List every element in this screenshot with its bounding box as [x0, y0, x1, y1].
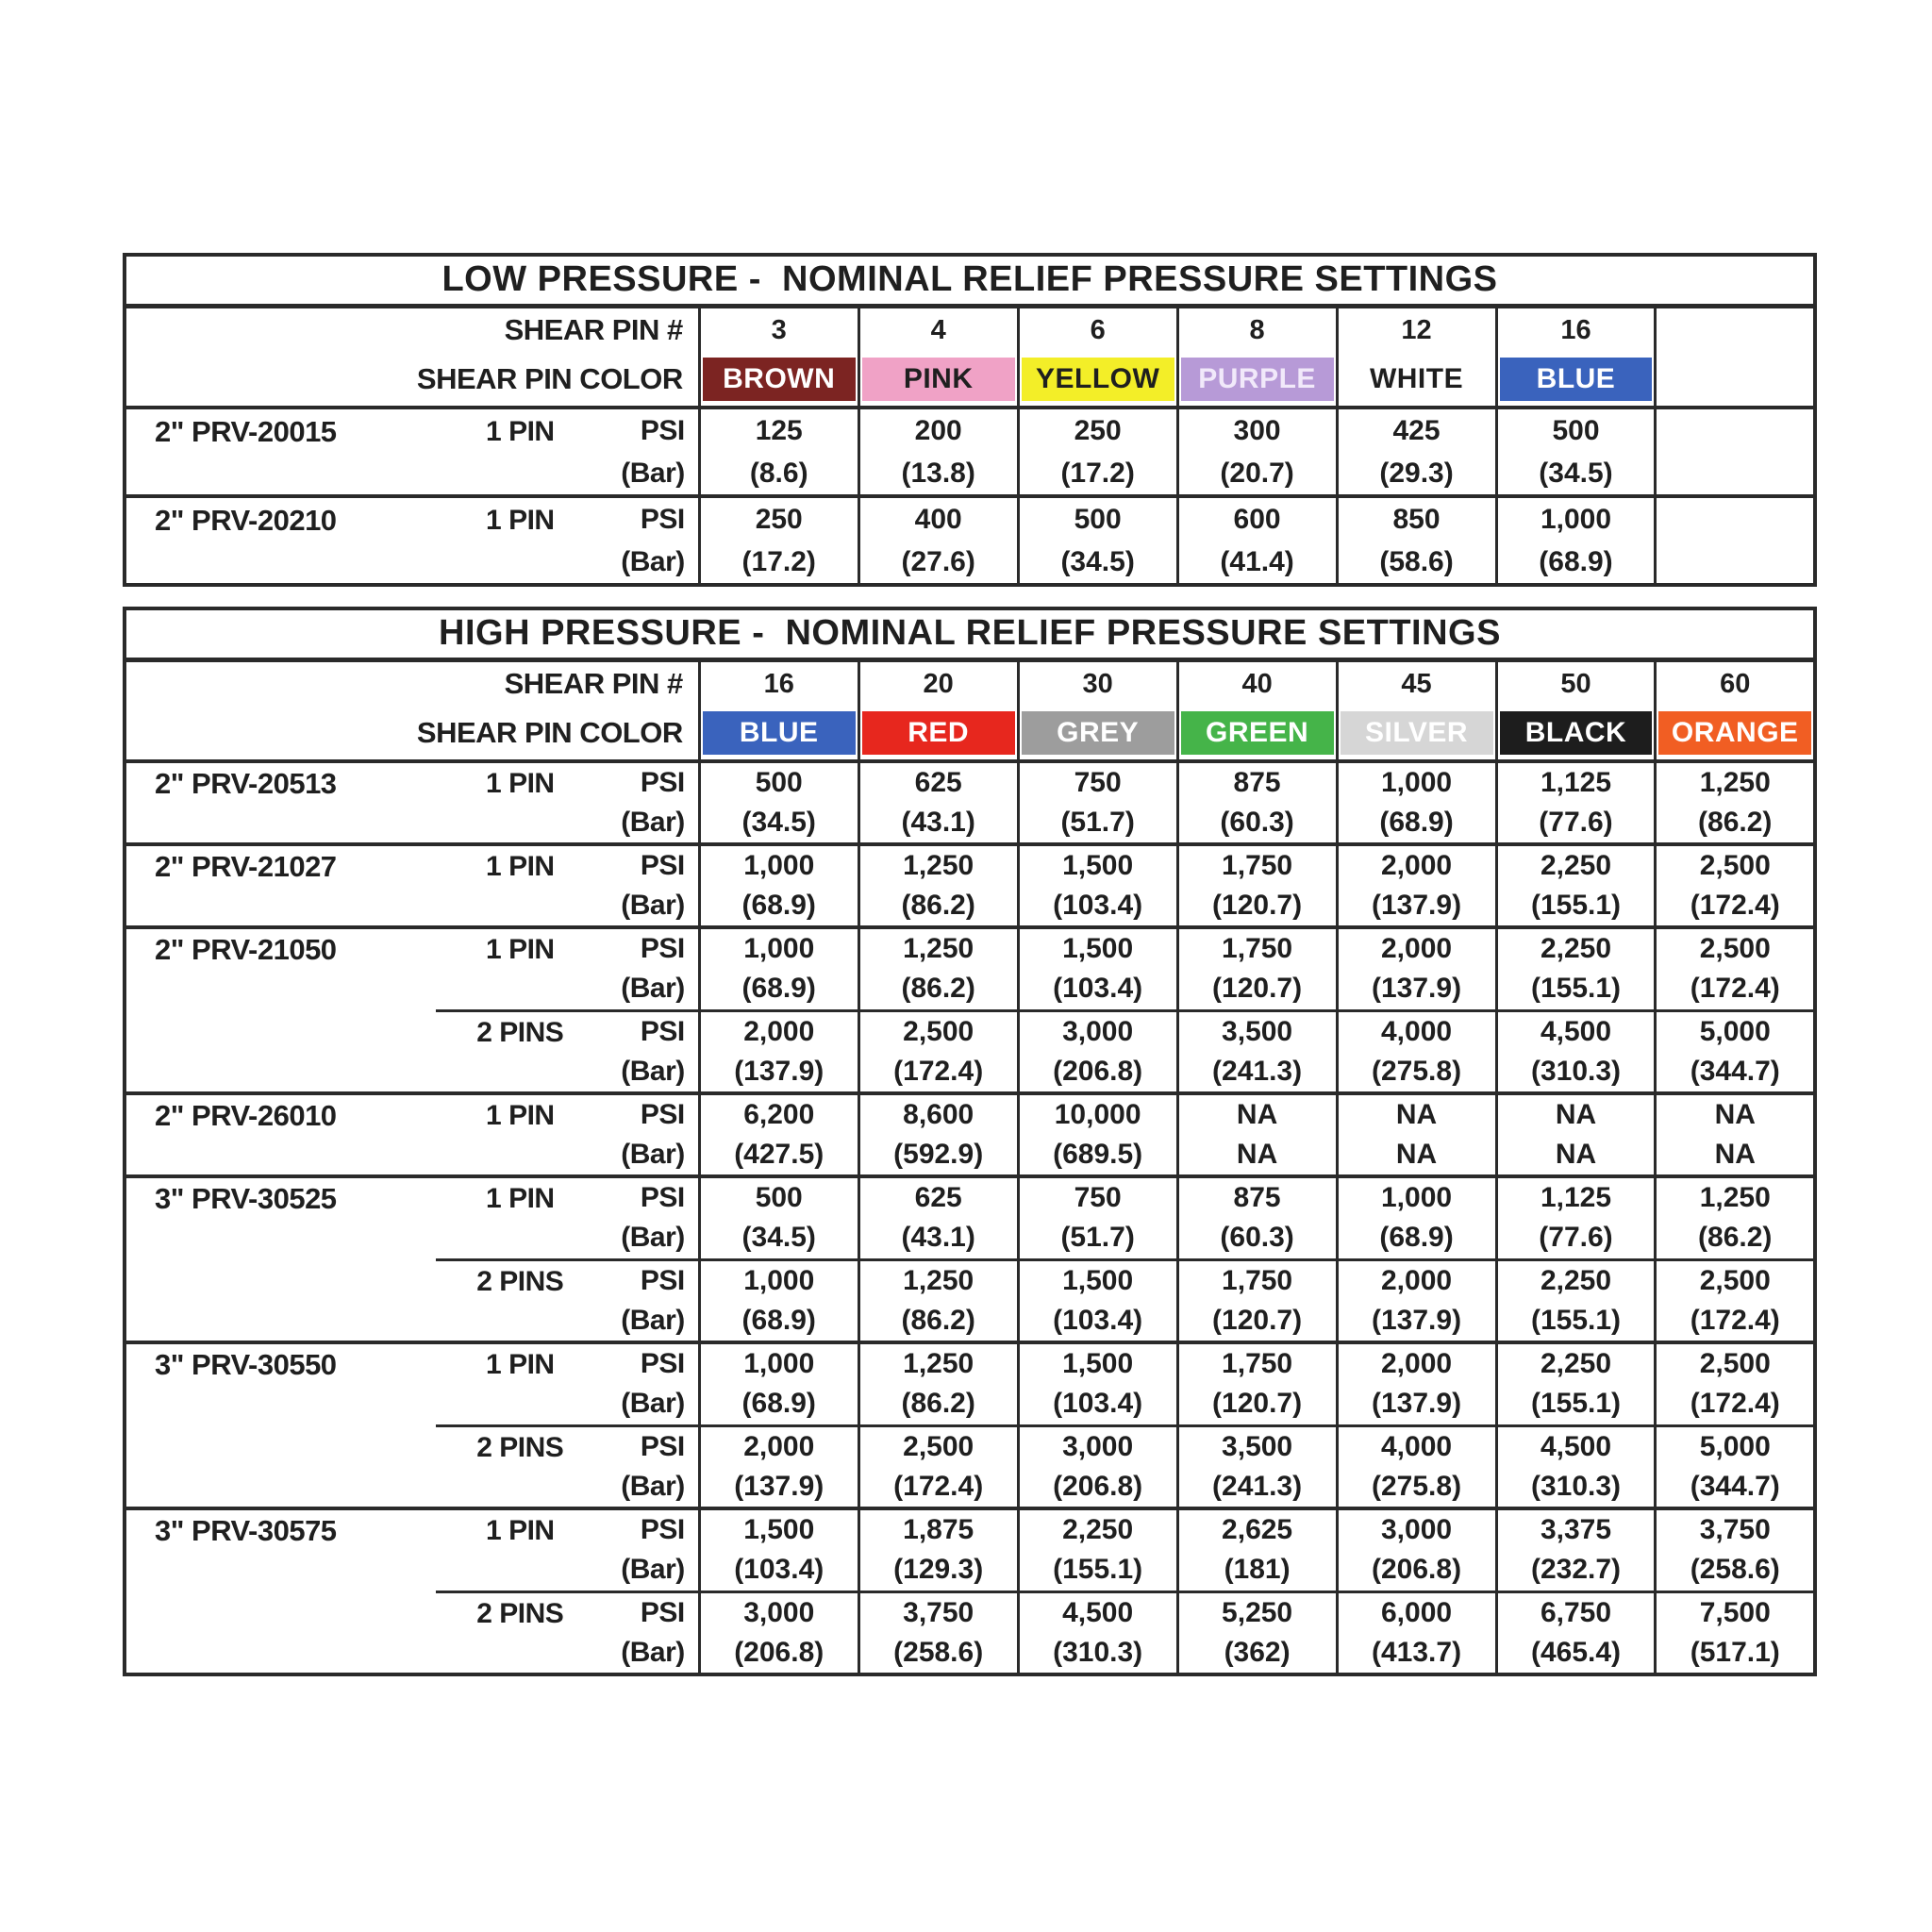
value-cell: (120.7)	[1177, 1384, 1337, 1425]
unit-cell: (Bar)	[621, 545, 685, 577]
value-cell: (155.1)	[1496, 1384, 1656, 1425]
pins-count-cell: 1 PIN	[436, 1176, 605, 1259]
value-cell: (232.7)	[1496, 1550, 1656, 1591]
value-cell: NA	[1496, 1135, 1656, 1176]
value-cell: 1,250	[1656, 1176, 1815, 1218]
unit-cell: PSI	[605, 1425, 699, 1467]
value-cell: (172.4)	[1656, 886, 1815, 927]
value-cell: (51.7)	[1018, 803, 1177, 844]
value-cell: NA	[1496, 1093, 1656, 1135]
value-cell: NA	[1656, 1135, 1815, 1176]
pin-color-cell	[1337, 707, 1496, 761]
table-row	[125, 844, 1815, 886]
value-cell: 6,000	[1337, 1591, 1496, 1633]
pressure-table-high	[123, 607, 1817, 1676]
value-cell: 1,500	[1018, 927, 1177, 969]
value-cell: 1,125	[1496, 1176, 1656, 1218]
value-cell: (275.8)	[1337, 1052, 1496, 1093]
value-cell: 250	[699, 496, 858, 541]
unit-cell: (Bar)	[621, 890, 685, 921]
unit-cell: (Bar)	[621, 973, 685, 1005]
value-cell: (17.2)	[699, 541, 858, 585]
color-swatch-yellow: YELLOW	[1022, 358, 1174, 401]
pin-color-cell	[1496, 707, 1656, 761]
value-cell: (181)	[1177, 1550, 1337, 1591]
value-cell: 500	[1018, 496, 1177, 541]
pins-count-cell: 1 PIN	[436, 927, 605, 1010]
value-cell: (86.2)	[858, 969, 1018, 1010]
value-cell: (137.9)	[1337, 1301, 1496, 1342]
unit-cell: (Bar)	[621, 1471, 685, 1502]
value-cell: (17.2)	[1018, 452, 1177, 496]
value-cell: (258.6)	[858, 1633, 1018, 1674]
value-cell: (155.1)	[1496, 969, 1656, 1010]
pin-number-cell: 16	[699, 659, 858, 707]
value-cell: 2,250	[1496, 844, 1656, 886]
value-cell: 2,500	[1656, 844, 1815, 886]
value-cell: (86.2)	[858, 886, 1018, 927]
value-cell: (103.4)	[1018, 1384, 1177, 1425]
value-cell: (172.4)	[1656, 969, 1815, 1010]
unit-cell: PSI	[605, 844, 699, 886]
pins-count-cell: 2 PINS	[436, 1425, 605, 1508]
value-cell: 2,250	[1496, 1342, 1656, 1384]
value-cell: 1,875	[858, 1508, 1018, 1550]
pin-number-cell: 45	[1337, 659, 1496, 707]
value-cell: (155.1)	[1018, 1550, 1177, 1591]
unit-cell: (Bar)	[621, 1056, 685, 1087]
value-cell: (413.7)	[1337, 1633, 1496, 1674]
value-cell: 2,625	[1177, 1508, 1337, 1550]
unit-cell: PSI	[605, 1176, 699, 1218]
empty-cell	[1656, 541, 1815, 585]
value-cell: 3,000	[699, 1591, 858, 1633]
value-cell: 2,250	[1496, 1259, 1656, 1301]
value-cell: (155.1)	[1496, 886, 1656, 927]
shear-pin-color-label: SHEAR PIN COLOR	[125, 353, 699, 408]
value-cell: 5,250	[1177, 1591, 1337, 1633]
value-cell: 500	[699, 761, 858, 803]
pin-number-cell: 16	[1496, 306, 1656, 353]
value-cell: 1,000	[699, 844, 858, 886]
unit-cell: (Bar)	[621, 1637, 685, 1668]
empty-cell	[1656, 496, 1815, 541]
color-swatch-red: RED	[862, 711, 1015, 755]
unit-cell: PSI	[605, 1259, 699, 1301]
value-cell: (103.4)	[1018, 886, 1177, 927]
value-cell: (206.8)	[699, 1633, 858, 1674]
value-cell: 200	[858, 408, 1018, 452]
value-cell: 875	[1177, 761, 1337, 803]
value-cell: (310.3)	[1496, 1467, 1656, 1508]
unit-cell: PSI	[605, 496, 699, 541]
color-swatch-purple: PURPLE	[1181, 358, 1334, 401]
value-cell: 2,000	[1337, 1342, 1496, 1384]
color-swatch-white: WHITE	[1341, 358, 1493, 401]
value-cell: 1,750	[1177, 1342, 1337, 1384]
table-row	[125, 761, 1815, 803]
pin-number-cell: 30	[1018, 659, 1177, 707]
table-row	[125, 408, 1815, 452]
value-cell: 125	[699, 408, 858, 452]
value-cell: (310.3)	[1496, 1052, 1656, 1093]
model-cell: 2" PRV-20015	[155, 415, 337, 448]
table-row	[125, 927, 1815, 969]
value-cell: (172.4)	[858, 1467, 1018, 1508]
pin-color-cell	[858, 353, 1018, 408]
value-cell: 2,000	[1337, 844, 1496, 886]
value-cell: 2,000	[699, 1010, 858, 1052]
value-cell: (34.5)	[699, 1218, 858, 1259]
value-cell: (86.2)	[858, 1384, 1018, 1425]
value-cell: (41.4)	[1177, 541, 1337, 585]
value-cell: (68.9)	[699, 969, 858, 1010]
value-cell: (155.1)	[1496, 1301, 1656, 1342]
value-cell: 1,000	[699, 1259, 858, 1301]
empty-cell	[1656, 452, 1815, 496]
value-cell: (34.5)	[699, 803, 858, 844]
value-cell: (172.4)	[1656, 1301, 1815, 1342]
value-cell: (86.2)	[1656, 1218, 1815, 1259]
value-cell: (43.1)	[858, 1218, 1018, 1259]
value-cell: 4,500	[1018, 1591, 1177, 1633]
color-swatch-grey: GREY	[1022, 711, 1174, 755]
pin-number-cell: 50	[1496, 659, 1656, 707]
value-cell: (206.8)	[1337, 1550, 1496, 1591]
value-cell: NA	[1177, 1135, 1337, 1176]
low-pressure-table-container	[123, 253, 1817, 587]
pin-color-cell	[1496, 353, 1656, 408]
value-cell: (172.4)	[858, 1052, 1018, 1093]
value-cell: (137.9)	[1337, 1384, 1496, 1425]
value-cell: (465.4)	[1496, 1633, 1656, 1674]
value-cell: 625	[858, 761, 1018, 803]
empty-header-cell	[1656, 353, 1815, 408]
model-cell: 2" PRV-21050	[125, 927, 436, 1093]
value-cell: (206.8)	[1018, 1467, 1177, 1508]
value-cell: (241.3)	[1177, 1467, 1337, 1508]
unit-cell: PSI	[605, 1342, 699, 1384]
value-cell: (34.5)	[1018, 541, 1177, 585]
pin-number-cell: 40	[1177, 659, 1337, 707]
pins-count-cell: 1 PIN	[436, 844, 605, 927]
pin-color-cell	[699, 353, 858, 408]
value-cell: 10,000	[1018, 1093, 1177, 1135]
value-cell: 750	[1018, 761, 1177, 803]
value-cell: (137.9)	[699, 1052, 858, 1093]
pin-number-cell: 12	[1337, 306, 1496, 353]
value-cell: 1,500	[1018, 1342, 1177, 1384]
unit-cell: (Bar)	[621, 807, 685, 838]
value-cell: (172.4)	[1656, 1384, 1815, 1425]
value-cell: (689.5)	[1018, 1135, 1177, 1176]
unit-cell: PSI	[640, 414, 685, 446]
value-cell: 2,250	[1018, 1508, 1177, 1550]
unit-cell: (Bar)	[621, 457, 685, 489]
unit-cell: PSI	[605, 1093, 699, 1135]
value-cell: (206.8)	[1018, 1052, 1177, 1093]
value-cell: (344.7)	[1656, 1052, 1815, 1093]
value-cell: 1,000	[1337, 1176, 1496, 1218]
shear-pin-number-label: SHEAR PIN #	[504, 313, 683, 347]
value-cell: 1,000	[699, 1342, 858, 1384]
value-cell: 2,500	[1656, 927, 1815, 969]
value-cell: 500	[1496, 408, 1656, 452]
value-cell: 2,500	[1656, 1259, 1815, 1301]
color-swatch-silver: SILVER	[1341, 711, 1493, 755]
value-cell: 6,750	[1496, 1591, 1656, 1633]
value-cell: (68.9)	[1337, 803, 1496, 844]
value-cell: (344.7)	[1656, 1467, 1815, 1508]
color-swatch-blue: BLUE	[1500, 358, 1653, 401]
pins-count-cell: 1 PIN	[486, 768, 555, 799]
pin-color-cell	[1018, 707, 1177, 761]
value-cell: 5,000	[1656, 1425, 1815, 1467]
pins-count-cell: 1 PIN	[436, 1342, 605, 1425]
value-cell: (275.8)	[1337, 1467, 1496, 1508]
pins-count-cell: 2 PINS	[436, 1259, 605, 1342]
value-cell: (68.9)	[1337, 1218, 1496, 1259]
unit-cell: (Bar)	[621, 1305, 685, 1336]
value-cell: (137.9)	[699, 1467, 858, 1508]
value-cell: 1,250	[858, 927, 1018, 969]
value-cell: 1,750	[1177, 927, 1337, 969]
value-cell: (60.3)	[1177, 1218, 1337, 1259]
value-cell: (27.6)	[858, 541, 1018, 585]
model-cell: 3" PRV-30575	[125, 1508, 436, 1674]
unit-cell: PSI	[640, 767, 685, 798]
model-cell: 2" PRV-20513	[155, 767, 337, 800]
value-cell: 1,250	[1656, 761, 1815, 803]
value-cell: 600	[1177, 496, 1337, 541]
unit-cell: PSI	[605, 927, 699, 969]
table-title: LOW PRESSURE - NOMINAL RELIEF PRESSURE SETTINGS	[125, 255, 1815, 306]
value-cell: (258.6)	[1656, 1550, 1815, 1591]
value-cell: (68.9)	[699, 1384, 858, 1425]
pin-number-cell: 6	[1018, 306, 1177, 353]
pin-number-cell: 60	[1656, 659, 1815, 707]
value-cell: NA	[1337, 1135, 1496, 1176]
pins-count-cell: 2 PINS	[436, 1010, 605, 1093]
unit-cell: (Bar)	[621, 1554, 685, 1586]
pin-color-cell	[699, 707, 858, 761]
color-swatch-blue: BLUE	[703, 711, 856, 755]
value-cell: 400	[858, 496, 1018, 541]
value-cell: NA	[1337, 1093, 1496, 1135]
value-cell: (517.1)	[1656, 1633, 1815, 1674]
unit-cell: (Bar)	[621, 1388, 685, 1420]
value-cell: 1,500	[1018, 844, 1177, 886]
value-cell: (60.3)	[1177, 803, 1337, 844]
value-cell: 750	[1018, 1176, 1177, 1218]
value-cell: 850	[1337, 496, 1496, 541]
pins-count-cell: 1 PIN	[436, 1508, 605, 1591]
value-cell: 3,000	[1018, 1010, 1177, 1052]
value-cell: 3,000	[1018, 1425, 1177, 1467]
value-cell: 3,500	[1177, 1010, 1337, 1052]
value-cell: (137.9)	[1337, 969, 1496, 1010]
value-cell: (103.4)	[1018, 969, 1177, 1010]
unit-cell: PSI	[605, 1591, 699, 1633]
model-cell: 3" PRV-30550	[125, 1342, 436, 1508]
value-cell: (77.6)	[1496, 803, 1656, 844]
unit-cell: (Bar)	[621, 1222, 685, 1254]
value-cell: (68.9)	[1496, 541, 1656, 585]
color-swatch-brown: BROWN	[703, 358, 856, 401]
value-cell: 4,500	[1496, 1425, 1656, 1467]
color-swatch-pink: PINK	[862, 358, 1015, 401]
value-cell: 1,125	[1496, 761, 1656, 803]
value-cell: (241.3)	[1177, 1052, 1337, 1093]
value-cell: (129.3)	[858, 1550, 1018, 1591]
pin-color-cell	[858, 707, 1018, 761]
pin-color-cell	[1337, 353, 1496, 408]
value-cell: 1,500	[1018, 1259, 1177, 1301]
model-cell: 3" PRV-30525	[125, 1176, 436, 1342]
value-cell: (13.8)	[858, 452, 1018, 496]
value-cell: (34.5)	[1496, 452, 1656, 496]
empty-header-cell	[1656, 306, 1815, 353]
table-row	[125, 496, 1815, 541]
value-cell: 300	[1177, 408, 1337, 452]
value-cell: (103.4)	[699, 1550, 858, 1591]
value-cell: 3,375	[1496, 1508, 1656, 1550]
value-cell: (120.7)	[1177, 886, 1337, 927]
table-title: HIGH PRESSURE - NOMINAL RELIEF PRESSURE SETTINGS	[125, 608, 1815, 659]
value-cell: (86.2)	[1656, 803, 1815, 844]
pin-color-cell	[1018, 353, 1177, 408]
value-cell: 1,750	[1177, 844, 1337, 886]
value-cell: 1,500	[699, 1508, 858, 1550]
value-cell: 2,250	[1496, 927, 1656, 969]
unit-cell: (Bar)	[621, 1139, 685, 1170]
pin-color-cell	[1177, 353, 1337, 408]
table-row	[125, 1176, 1815, 1218]
value-cell: 2,500	[1656, 1342, 1815, 1384]
value-cell: NA	[1177, 1093, 1337, 1135]
table-row	[125, 1093, 1815, 1135]
shear-pin-number-label: SHEAR PIN #	[504, 667, 683, 701]
shear-pin-color-label: SHEAR PIN COLOR	[125, 707, 699, 761]
model-cell: 2" PRV-21027	[125, 844, 436, 927]
value-cell: 3,750	[1656, 1508, 1815, 1550]
pins-count-cell: 1 PIN	[436, 1093, 605, 1176]
value-cell: (120.7)	[1177, 1301, 1337, 1342]
value-cell: 250	[1018, 408, 1177, 452]
value-cell: (427.5)	[699, 1135, 858, 1176]
pins-count-cell: 1 PIN	[486, 416, 555, 447]
value-cell: (51.7)	[1018, 1218, 1177, 1259]
value-cell: 3,500	[1177, 1425, 1337, 1467]
pins-count-cell: 2 PINS	[436, 1591, 605, 1674]
value-cell: (77.6)	[1496, 1218, 1656, 1259]
table-row	[125, 1508, 1815, 1550]
value-cell: (43.1)	[858, 803, 1018, 844]
value-cell: 2,000	[1337, 927, 1496, 969]
color-swatch-green: GREEN	[1181, 711, 1334, 755]
value-cell: (310.3)	[1018, 1633, 1177, 1674]
unit-cell: PSI	[605, 1508, 699, 1550]
color-swatch-black: BLACK	[1500, 711, 1653, 755]
value-cell: 625	[858, 1176, 1018, 1218]
pin-color-cell	[1656, 707, 1815, 761]
value-cell: 4,000	[1337, 1010, 1496, 1052]
empty-cell	[1656, 408, 1815, 452]
pin-number-cell: 4	[858, 306, 1018, 353]
table-row	[125, 1342, 1815, 1384]
unit-cell: PSI	[605, 1010, 699, 1052]
value-cell: 7,500	[1656, 1591, 1815, 1633]
value-cell: (8.6)	[699, 452, 858, 496]
value-cell: 1,000	[699, 927, 858, 969]
value-cell: 4,000	[1337, 1425, 1496, 1467]
value-cell: 4,500	[1496, 1010, 1656, 1052]
pin-number-cell: 3	[699, 306, 858, 353]
value-cell: 3,000	[1337, 1508, 1496, 1550]
pressure-table-low	[123, 253, 1817, 587]
model-cell: 2" PRV-26010	[125, 1093, 436, 1176]
value-cell: (103.4)	[1018, 1301, 1177, 1342]
value-cell: 1,750	[1177, 1259, 1337, 1301]
value-cell: 1,250	[858, 1342, 1018, 1384]
value-cell: (29.3)	[1337, 452, 1496, 496]
value-cell: 425	[1337, 408, 1496, 452]
value-cell: (592.9)	[858, 1135, 1018, 1176]
value-cell: (120.7)	[1177, 969, 1337, 1010]
value-cell: NA	[1656, 1093, 1815, 1135]
value-cell: 1,000	[1337, 761, 1496, 803]
value-cell: 2,500	[858, 1425, 1018, 1467]
pin-color-cell	[1177, 707, 1337, 761]
high-pressure-table-container	[123, 607, 1817, 1676]
value-cell: (58.6)	[1337, 541, 1496, 585]
value-cell: (68.9)	[699, 1301, 858, 1342]
value-cell: 1,000	[1496, 496, 1656, 541]
value-cell: 3,750	[858, 1591, 1018, 1633]
pin-number-cell: 8	[1177, 306, 1337, 353]
value-cell: 1,250	[858, 1259, 1018, 1301]
value-cell: 500	[699, 1176, 858, 1218]
value-cell: (86.2)	[858, 1301, 1018, 1342]
value-cell: 2,000	[1337, 1259, 1496, 1301]
model-cell: 2" PRV-20210	[125, 496, 436, 585]
pins-count-cell: 1 PIN	[436, 496, 605, 585]
value-cell: (68.9)	[699, 886, 858, 927]
value-cell: (362)	[1177, 1633, 1337, 1674]
value-cell: (137.9)	[1337, 886, 1496, 927]
value-cell: 2,000	[699, 1425, 858, 1467]
value-cell: (20.7)	[1177, 452, 1337, 496]
color-swatch-orange: ORANGE	[1658, 711, 1811, 755]
value-cell: 6,200	[699, 1093, 858, 1135]
value-cell: 2,500	[858, 1010, 1018, 1052]
value-cell: 8,600	[858, 1093, 1018, 1135]
value-cell: 1,250	[858, 844, 1018, 886]
value-cell: 5,000	[1656, 1010, 1815, 1052]
pin-number-cell: 20	[858, 659, 1018, 707]
value-cell: 875	[1177, 1176, 1337, 1218]
